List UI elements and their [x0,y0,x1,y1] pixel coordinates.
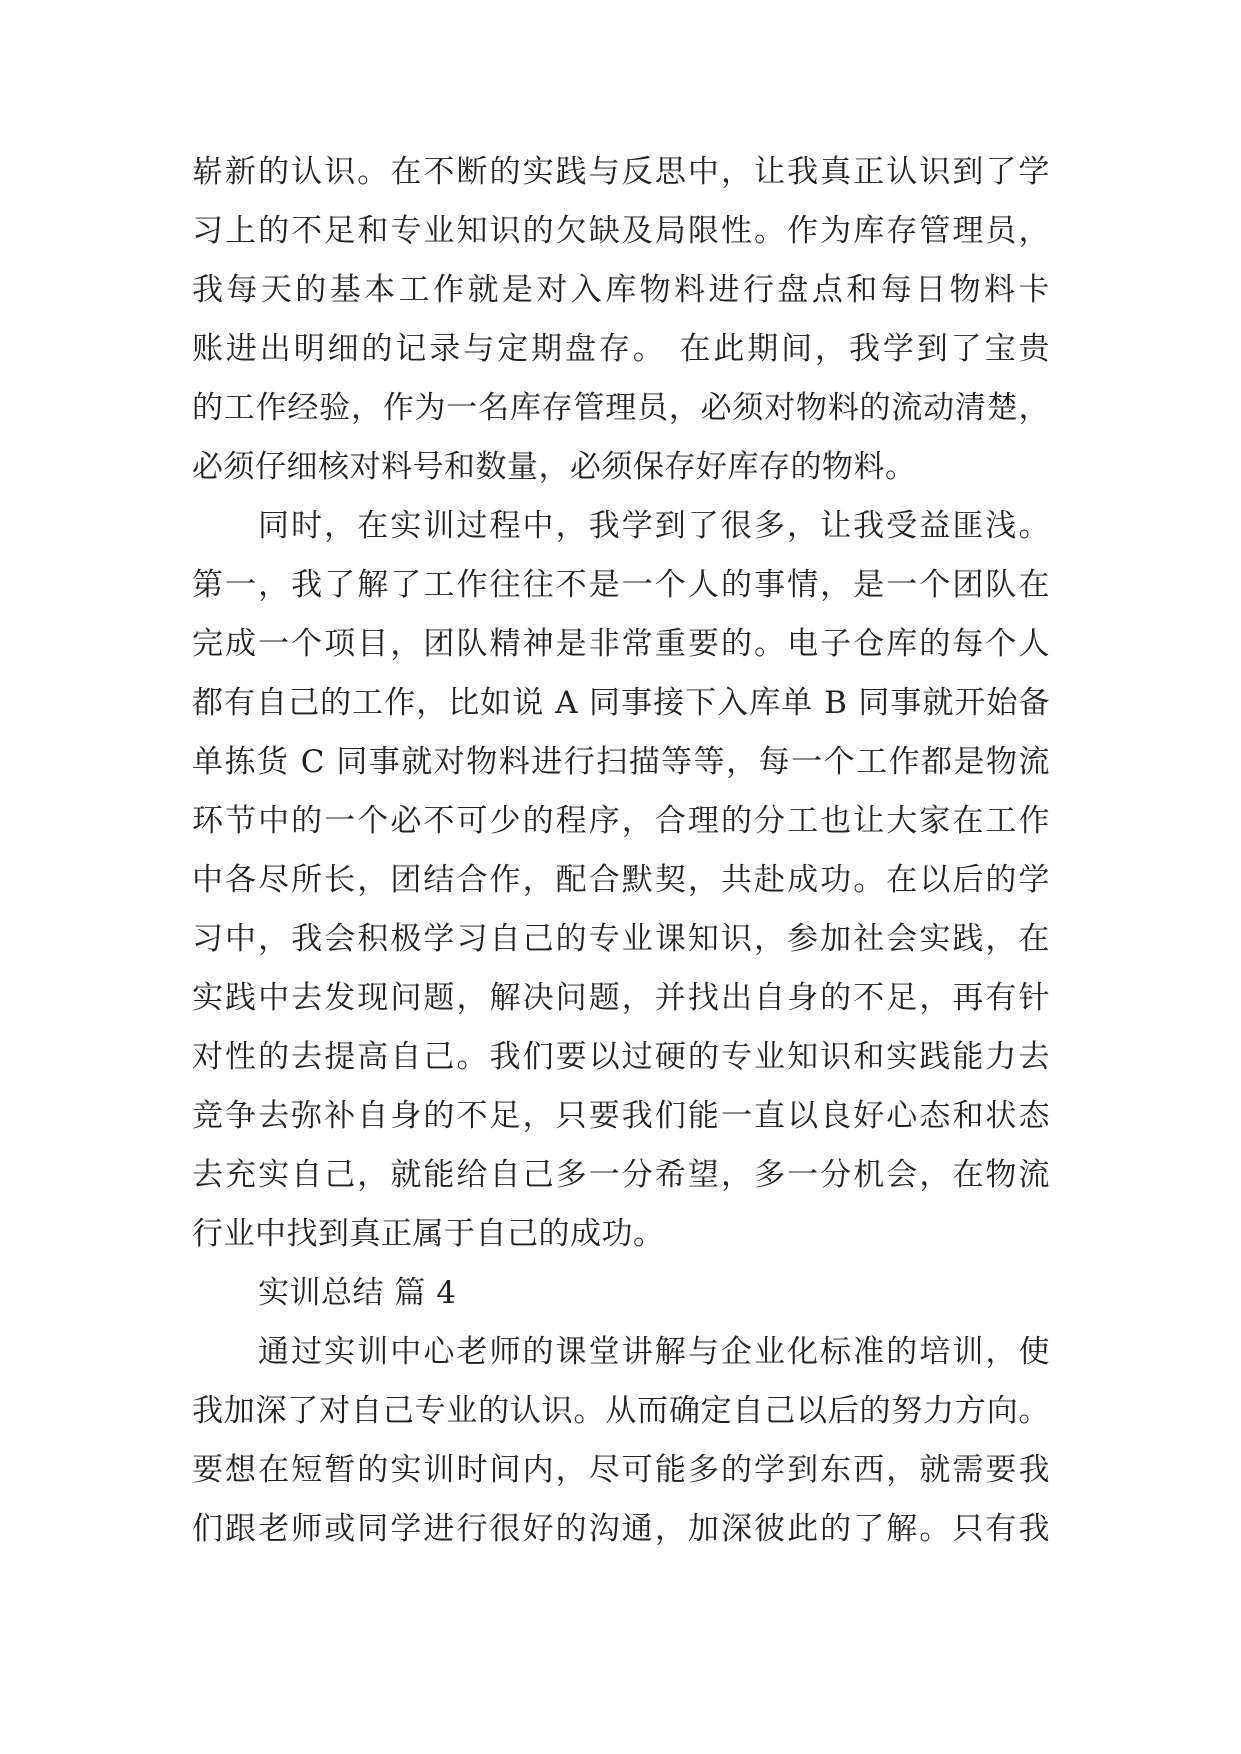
text-line: 们跟老师或同学进行很好的沟通，加深彼此的了解。只有我 [192,1511,1050,1547]
text-line: 我加深了对自己专业的认识。从而确定自己以后的努力方向。 [192,1393,1050,1429]
text-line: 单拣货 C 同事就对物料进行扫描等等，每一个工作都是物流 [192,744,1050,780]
text-line: 中各尽所长，团结合作，配合默契，共赴成功。在以后的学 [192,862,1050,898]
text-line: 都有自己的工作，比如说 A 同事接下入库单 B 同事就开始备 [192,685,1050,721]
text-line: 对性的去提高自己。我们要以过硬的专业知识和实践能力去 [192,1039,1050,1075]
section-heading: 实训总结 篇 4 [258,1275,457,1311]
text-line: 习上的不足和专业知识的欠缺及局限性。作为库存管理员， [192,213,1050,249]
text-line: 崭新的认识。在不断的实践与反思中，让我真正认识到了学 [192,154,1050,190]
text-line: 去充实自己，就能给自己多一分希望，多一分机会，在物流 [192,1157,1050,1193]
text-line: 必须仔细核对料号和数量，必须保存好库存的物料。 [192,449,917,485]
document-body [192,143,1050,1559]
text-line: 要想在短暂的实训时间内，尽可能多的学到东西，就需要我 [192,1452,1050,1488]
text-line: 完成一个项目，团队精神是非常重要的。电子仓库的每个人 [192,626,1050,662]
text-line: 我每天的基本工作就是对入库物料进行盘点和每日物料卡 [192,272,1050,308]
text-line: 竞争去弥补自身的不足，只要我们能一直以良好心态和状态 [192,1098,1050,1134]
text-line: 习中，我会积极学习自己的专业课知识，参加社会实践，在 [192,921,1050,957]
text-line: 通过实训中心老师的课堂讲解与企业化标准的培训，使 [258,1334,1050,1370]
text-line: 行业中找到真正属于自己的成功。 [192,1216,665,1252]
text-line: 的工作经验，作为一名库存管理员，必须对物料的流动清楚， [192,390,1050,426]
text-line: 实践中去发现问题，解决问题，并找出自身的不足，再有针 [192,980,1050,1016]
text-line: 环节中的一个必不可少的程序，合理的分工也让大家在工作 [192,803,1050,839]
text-line: 账进出明细的记录与定期盘存。 在此期间，我学到了宝贵 [192,331,1050,367]
text-line: 第一，我了解了工作往往不是一个人的事情，是一个团队在 [192,567,1050,603]
text-line: 同时，在实训过程中，我学到了很多，让我受益匪浅。 [258,508,1050,544]
